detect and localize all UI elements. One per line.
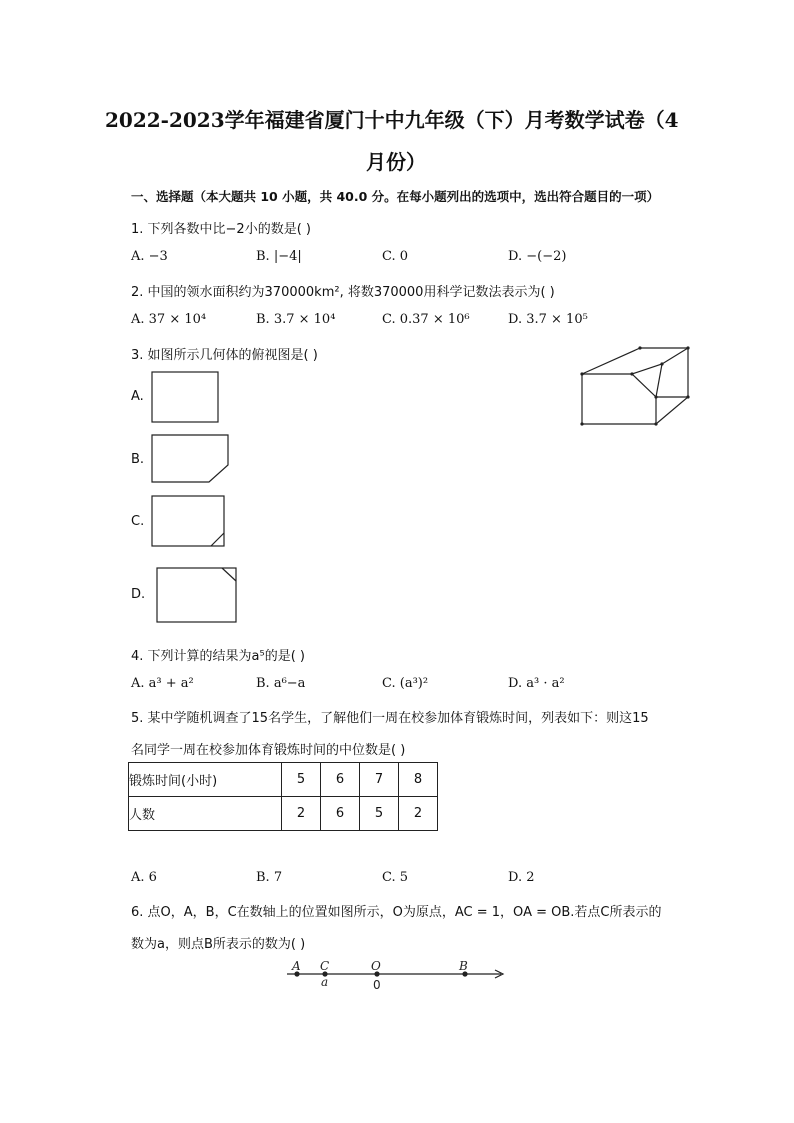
q3-option-b-figure — [151, 434, 231, 484]
question-5-stem-line1: 5. 某中学随机调查了15名学生，了解他们一周在校参加体育锻炼时间，列表如下：则这15 — [131, 711, 649, 726]
q3-option-c-label: C. — [131, 514, 145, 529]
q5-data-table — [128, 762, 438, 831]
q2-option-b: B. 3.7 × 10⁴ — [256, 312, 336, 327]
table-cell: 2 — [399, 797, 438, 831]
page-title-line1: 2022-2023学年福建省厦门十中九年级（下）月考数学试卷（4 — [105, 108, 679, 132]
question-5-stem-line2: 名同学一周在校参加体育锻炼时间的中位数是( ) — [131, 743, 406, 758]
table-cell: 6 — [321, 797, 360, 831]
table-row — [129, 763, 438, 797]
q3-option-d-label: D. — [131, 587, 146, 602]
q3-option-a-figure — [151, 371, 219, 423]
question-3-stem: 3. 如图所示几何体的俯视图是( ) — [131, 348, 318, 363]
q5-option-c: C. 5 — [382, 870, 409, 885]
table-row — [129, 797, 438, 831]
table-cell: 6 — [321, 763, 360, 797]
table-cell: 8 — [399, 763, 438, 797]
origin-value: 0 — [373, 978, 381, 992]
table-cell-header: 人数 — [129, 797, 282, 831]
question-6-stem-line2: 数为a，则点B所表示的数为( ) — [131, 937, 306, 952]
q1-option-d: D. −(−2) — [508, 249, 567, 264]
q2-option-a: A. 37 × 10⁴ — [131, 312, 207, 327]
q3-option-c-figure — [151, 495, 226, 547]
table-cell: 2 — [282, 797, 321, 831]
table-cell: 7 — [360, 763, 399, 797]
table-cell: 5 — [360, 797, 399, 831]
q3-option-b-label: B. — [131, 452, 145, 467]
q1-option-a: A. −3 — [131, 249, 168, 264]
page-title-line2: 月份） — [366, 150, 426, 174]
q2-option-d: D. 3.7 × 10⁵ — [508, 312, 588, 327]
q1-option-b: B. |−4| — [256, 249, 302, 264]
section-header: 一、选择题（本大题共 10 小题，共 40.0 分。在每小题列出的选项中，选出符合题目的一项） — [131, 189, 660, 204]
q2-option-c: C. 0.37 × 10⁶ — [382, 312, 470, 327]
q4-option-c: C. (a³)² — [382, 676, 429, 691]
q5-option-d: D. 2 — [508, 870, 535, 885]
q4-option-d: D. a³ · a² — [508, 676, 565, 691]
table-cell-header: 锻炼时间(小时) — [129, 763, 282, 797]
geometry-solid-figure — [578, 345, 690, 427]
point-c-label: C — [320, 959, 330, 973]
question-4-stem: 4. 下列计算的结果为a⁵的是( ) — [131, 649, 305, 664]
q3-option-a-label: A. — [131, 389, 144, 404]
point-o-label: O — [371, 959, 381, 973]
question-6-stem-line1: 6. 点O，A，B，C在数轴上的位置如图所示，O为原点，AC = 1，OA = OB.若点C所表示的 — [131, 905, 662, 920]
question-2-stem: 2. 中国的领水面积约为370000km², 将数370000用科学记数法表示为( ) — [131, 285, 555, 300]
q4-option-a: A. a³ + a² — [131, 676, 194, 691]
q5-option-b: B. 7 — [256, 870, 283, 885]
number-line — [285, 955, 507, 995]
question-1-stem: 1. 下列各数中比−2小的数是( ) — [131, 222, 311, 237]
point-a-label: A — [292, 959, 301, 973]
q4-option-b: B. a⁶−a — [256, 676, 306, 691]
q5-option-a: A. 6 — [131, 870, 157, 885]
point-b-label: B — [459, 959, 468, 973]
table-cell: 5 — [282, 763, 321, 797]
q1-option-c: C. 0 — [382, 249, 409, 264]
q3-option-d-figure — [156, 567, 238, 623]
point-c-value: a — [321, 975, 329, 989]
